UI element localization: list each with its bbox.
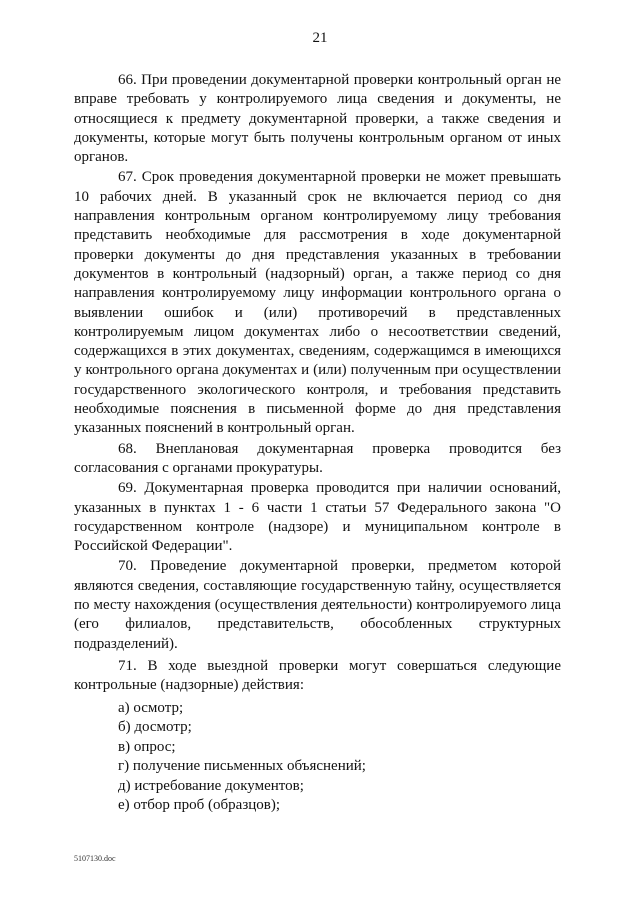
list-item: б) досмотр; xyxy=(118,719,192,736)
paragraph-66: 66. При проведении документарной проверки контрольный орган не вправе требовать у контролируемого лица сведения и документы, не относящиеся к предмету документарной проверки, а также сведения и документы, которые могут быть получены контрольным органом от иных органов. xyxy=(74,72,561,166)
list-item: г) получение письменных объяснений; xyxy=(118,758,366,775)
paragraph-67: 67. Срок проведения документарной проверки не может превышать 10 рабочих дней. В указанный срок не включается период со дня направления контрольным органом контролируемому лицу требования представить необходимые для рассмотрения в ходе документарной проверки документы до дня представления указанных в требовании документов в контрольный (надзорный) орган, а также период со дня направления контролируемому лицу информации контрольного органа о выявлении ошибок и (или) противоречий в представленных контролируемым лицом документах либо о несоответствии сведений, содержащихся в этих документах, сведениям, содержащимся в имеющихся у контрольного органа документах и (или) полученным при осуществлении государственного экологического контроля, и требования представить необходимые пояснения в письменной форме до дня представления указанных пояснений в контрольный орган. xyxy=(74,169,561,437)
paragraph-70: 70. Проведение документарной проверки, предметом которой являются сведения, составляющие государственную тайну, осуществляется по месту нахождения (осуществления деятельности) контролируемого лица (его филиалов, представительств, обособленных структурных подразделений). xyxy=(74,558,561,652)
document-body xyxy=(74,71,561,816)
list-item: в) опрос; xyxy=(118,738,176,755)
paragraph-71: 71. В ходе выездной проверки могут совершаться следующие контрольные (надзорные) действия: xyxy=(74,657,561,694)
paragraph-68: 68. Внеплановая документарная проверка проводится без согласования с органами прокуратуры. xyxy=(74,440,561,476)
page-number: 21 xyxy=(312,30,328,46)
footer-document-code: 5107130.doc xyxy=(74,854,116,863)
list-item: а) осмотр; xyxy=(118,699,184,716)
list-item: д) истребование документов; xyxy=(118,777,304,794)
list-item: е) отбор проб (образцов); xyxy=(118,797,281,814)
paragraph-69: 69. Документарная проверка проводится при наличии оснований, указанных в пунктах 1 - 6 части 1 статьи 57 Федерального закона "О государственном контроле (надзоре) и муниципальном контроле в Российской Федерации". xyxy=(74,480,561,555)
control-actions-list xyxy=(74,699,561,817)
